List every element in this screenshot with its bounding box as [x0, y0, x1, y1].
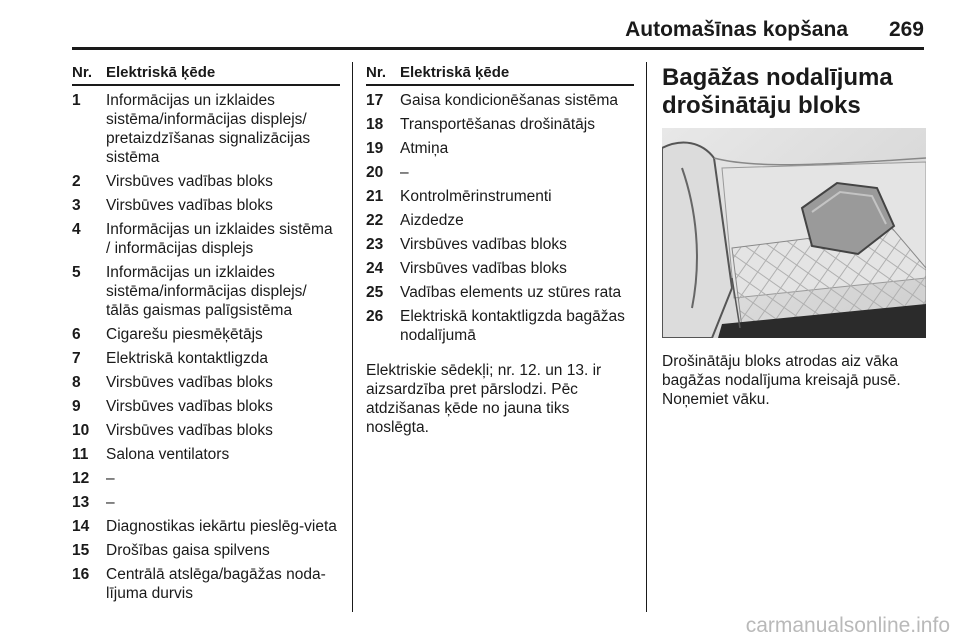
fuse-circuit: Informācijas un izklaides sistēma / informācijas displejs [106, 221, 333, 257]
fuse-number: 4 [72, 221, 81, 238]
fuse-circuit: Virsbūves vadības bloks [106, 173, 273, 190]
fuse-row [72, 263, 340, 320]
fuse-row [72, 325, 340, 344]
fuse-number: 12 [72, 470, 90, 487]
fuse-number: 23 [366, 236, 384, 253]
page-header [72, 20, 924, 50]
fuse-circuit: Salona ventilators [106, 446, 230, 463]
fuse-circuit: Diagnostikas iekārtu pieslēg-vieta [106, 518, 337, 535]
fuse-circuit: Vadības elements uz stūres rata [400, 284, 622, 301]
fuse-number: 25 [366, 284, 384, 301]
fuse-box-cover-photo [662, 128, 926, 338]
fuse-row [366, 91, 634, 110]
table-header [366, 64, 634, 86]
fuse-row [72, 373, 340, 392]
fuse-circuit: Elektriskā kontaktligzda bagāžas nodalījumā [400, 308, 625, 344]
fuse-circuit: Transportēšanas drošinātājs [400, 116, 595, 133]
fuse-row [366, 235, 634, 254]
fuse-row [366, 115, 634, 134]
fuse-row [366, 259, 634, 278]
column-divider [646, 62, 647, 612]
fuse-circuit: – [106, 494, 115, 511]
fuse-circuit: Informācijas un izklaides sistēma/informācijas displejs/ pretaizdzīšanas signalizācijas sistēma [106, 92, 311, 166]
fuse-number: 21 [366, 188, 384, 205]
fuse-number: 24 [366, 260, 384, 277]
fuse-row [366, 187, 634, 206]
fuse-circuit: Atmiņa [400, 140, 449, 157]
fuse-circuit: Elektriskā kontaktligzda [106, 350, 268, 367]
watermark: carmanualsonline.info [745, 614, 950, 637]
fuse-row [366, 307, 634, 345]
section-title: Bagāžas nodalījuma drošinātāju bloks [662, 64, 893, 119]
fuse-circuit: – [106, 470, 115, 487]
fuse-number: 8 [72, 374, 81, 391]
fuse-row [72, 220, 340, 258]
fuse-row [366, 211, 634, 230]
note-text: Elektriskie sēdekļi; nr. 12. un 13. ir aizsardzība pret pārslodzi. Pēc atdzišanas ķēde no jauna tiks noslēgta. [366, 362, 602, 436]
fuse-number: 19 [366, 140, 384, 157]
fuse-row [72, 349, 340, 368]
fuse-table-2 [366, 64, 634, 437]
fuse-circuit: Virsbūves vadības bloks [106, 197, 273, 214]
fuse-number: 3 [72, 197, 81, 214]
fuse-number: 22 [366, 212, 384, 229]
section-luggage-fuse-box [662, 64, 926, 409]
fuse-row [72, 565, 340, 603]
fuse-number: 9 [72, 398, 81, 415]
fuse-number: 18 [366, 116, 384, 133]
col-circuit-header: Elektriskā ķēde [400, 64, 510, 81]
fuse-row [72, 91, 340, 167]
fuse-circuit: Drošības gaisa spilvens [106, 542, 270, 559]
fuse-row [72, 493, 340, 512]
fuse-number: 7 [72, 350, 81, 367]
fuse-circuit: Aizdedze [400, 212, 464, 229]
fuse-number: 26 [366, 308, 384, 325]
fuse-circuit: Virsbūves vadības bloks [400, 236, 567, 253]
fuse-table-1 [72, 64, 340, 603]
fuse-number: 6 [72, 326, 81, 343]
fuse-circuit: Virsbūves vadības bloks [106, 374, 273, 391]
fuse-number: 17 [366, 92, 384, 109]
fuse-number: 20 [366, 164, 384, 181]
table-header [72, 64, 340, 86]
col-circuit-header: Elektriskā ķēde [106, 64, 216, 81]
fuse-circuit: Virsbūves vadības bloks [106, 422, 273, 439]
fuse-number: 16 [72, 566, 90, 583]
fuse-circuit: Cigarešu piesmēķētājs [106, 326, 263, 343]
fuse-number: 11 [72, 446, 89, 463]
fuse-circuit: Kontrolmērinstrumenti [400, 188, 552, 205]
header-title: Automašīnas kopšana [625, 18, 848, 41]
col-nr-header: Nr. [72, 64, 93, 81]
fuse-circuit: Virsbūves vadības bloks [106, 398, 273, 415]
fuse-row [366, 139, 634, 158]
fuse-number: 2 [72, 173, 81, 190]
fuse-row [72, 469, 340, 488]
column-divider [352, 62, 353, 612]
fuse-circuit: Virsbūves vadības bloks [400, 260, 567, 277]
fuse-circuit: – [400, 164, 409, 181]
fuse-number: 10 [72, 422, 90, 439]
fuse-circuit: Informācijas un izklaides sistēma/informācijas displejs/ tālās gaismas palīgsistēma [106, 264, 307, 319]
fuse-circuit: Gaisa kondicionēšanas sistēma [400, 92, 618, 109]
fuse-row [366, 283, 634, 302]
fuse-number: 15 [72, 542, 90, 559]
fuse-row [72, 196, 340, 215]
fuse-row [366, 163, 634, 182]
fuse-row [72, 397, 340, 416]
fuse-row [72, 517, 340, 536]
fuse-number: 14 [72, 518, 90, 535]
fuse-number: 1 [72, 92, 81, 109]
fuse-number: 13 [72, 494, 90, 511]
page-number: 269 [888, 18, 924, 41]
fuse-row [72, 445, 340, 464]
col-nr-header: Nr. [366, 64, 387, 81]
fuse-row [72, 421, 340, 440]
fuse-row [72, 541, 340, 560]
section-caption: Drošinātāju bloks atrodas aiz vāka bagāžas nodalījuma kreisajā pusē. Noņemiet vāku. [662, 353, 901, 408]
fuse-number: 5 [72, 264, 81, 281]
fuse-circuit: Centrālā atslēga/bagāžas noda-lījuma durvis [106, 566, 326, 602]
fuse-row [72, 172, 340, 191]
